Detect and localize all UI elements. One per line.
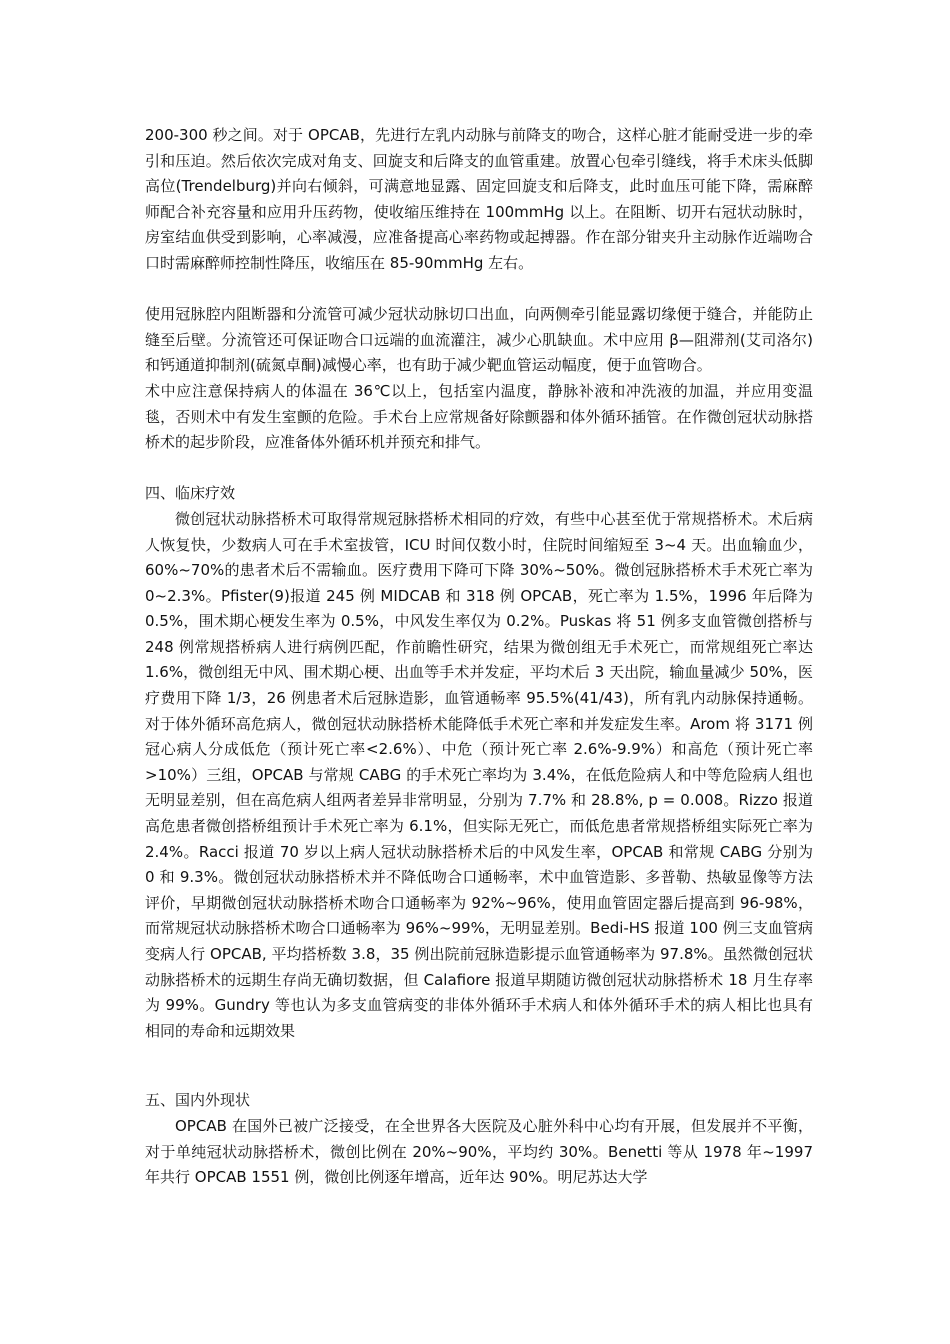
paragraph-gap xyxy=(145,456,813,482)
paragraph-clinical-outcomes: 微创冠状动脉搭桥术可取得常规冠脉搭桥术相同的疗效，有些中心甚至优于常规搭桥术。术后病人恢复快，少数病人可在手术室拔管，ICU 时间仅数小时，住院时间缩短至 3~4 天。出血输血少，60%~70%的患者术后不需输血。医疗费用下降可下降 30%~50%。微创冠脉搭桥术手术死亡率为 0~2.3%。Pfister(9)报道 245 例 MIDCAB 和 318 例 OPCAB，死亡率为 1.5%，1996 年后降为 0.5%，围术期心梗发生率为 0.5%，中风发生率仅为 0.2%。Puskas 将 51 例多支血管微创搭桥与 248 例常规搭桥病人进行病例匹配，作前瞻性研究，结果为微创组无手术死亡，而常规组死亡率达 1.6%，微创组无中风、围术期心梗、出血等手术并发症，平均术后 3 天出院，输血量减少 50%，医疗费用下降 1/3，26 例患者术后冠脉造影，血管通畅率 95.5%(41/43)，所有乳内动脉保持通畅。对于体外循环高危病人，微创冠状动脉搭桥术能降低手术死亡率和并发症发生率。Arom 将 3171 例冠心病人分成低危（预计死亡率<2.6%）、中危（预计死亡率 2.6%-9.9%）和高危（预计死亡率>10%）三组，OPCAB 与常规 CABG 的手术死亡率均为 3.4%，在低危险病人和中等危险病人组也无明显差别，但在高危病人组两者差异非常明显，分别为 7.7% 和 28.8%, p = 0.008。Rizzo 报道高危患者微创搭桥组预计手术死亡率为 6.1%，但实际无死亡，而低危患者常规搭桥组实际死亡率为 2.4%。Racci 报道 70 岁以上病人冠状动脉搭桥术后的中风发生率，OPCAB 和常规 CABG 分别为 0 和 9.3%。微创冠状动脉搭桥术并不降低吻合口通畅率，术中血管造影、多普勒、热敏显像等方法评价，早期微创冠状动脉搭桥术吻合口通畅率为 92%~96%，使用血管固定器后提高到 96-98%，而常规冠状动脉搭桥术吻合口通畅率为 96%~99%，无明显差别。Bedi-HS 报道 100 例三支血管病变病人行 OPCAB, 平均搭桥数 3.8，35 例出院前冠脉造影提示血管通畅率为 97.8%。虽然微创冠状动脉搭桥术的远期生存尚无确切数据，但 Calafiore 报道早期随访微创冠状动脉搭桥术 18 月生存率为 99%。Gundry 等也认为多支血管病变的非体外循环手术病人和体外循环手术的病人相比也具有相同的寿命和远期效果 xyxy=(145,509,813,1040)
section-gap xyxy=(145,1044,813,1088)
section-heading-current-status: 五、国内外现状 xyxy=(145,1091,251,1110)
paragraph-anesthesia-management: 200-300 秒之间。对于 OPCAB，先进行左乳内动脉与前降支的吻合，这样心脏才能耐受进一步的牵引和压迫。然后依次完成对角支、回旋支和后降支的血管重建。放置心包牵引缝线，将手术床头低脚高位(Trendelburg)并向右倾斜，可满意地显露、固定回旋支和后降支，此时血压可能下降，需麻醉师配合补充容量和应用升压药物，使收缩压维持在 100mmHg 以上。在阻断、切开右冠状动脉时，房室结血供受到影响，心率减漫，应准备提高心率药物或起搏器。作在部分钳夹升主动脉作近端吻合口时需麻醉师控制性降压，收缩压在 85-90mmHg 左右。 xyxy=(145,126,813,272)
paragraph-current-status: OPCAB 在国外已被广泛接受，在全世界各大医院及心脏外科中心均有开展，但发展并不平衡，对于单纯冠状动脉搭桥术，微创比例在 20%~90%，平均约 30%。Benetti 等从 1978 年~1997 年共行 OPCAB 1551 例，微创比例逐年增高，近年达 90%。明尼苏达大学 xyxy=(145,1116,813,1187)
paragraph-gap xyxy=(145,277,813,303)
section-heading-clinical-outcomes: 四、临床疗效 xyxy=(145,484,236,503)
document-page xyxy=(145,123,813,1191)
paragraph-coronary-occluder: 使用冠脉腔内阻断器和分流管可减少冠状动脉切口出血，向两侧牵引能显露切缘便于缝合，并能防止缝至后壁。分流管还可保证吻合口远端的血流灌注，减少心肌缺血。术中应用 β—阻滞剂(艾司洛尔)和钙通道抑制剂(硫氮卓酮)减慢心率，也有助于减少靶血管运动幅度，便于血管吻合。 xyxy=(145,305,813,375)
paragraph-body-temperature: 术中应注意保持病人的体温在 36℃以上，包括室内温度，静脉补液和冲洗液的加温，并应用变温毯，否则术中有发生室颤的危险。手术台上应常规备好除颤器和体外循环插管。在作微创冠状动脉搭桥术的起步阶段，应准备体外循环机并预充和排气。 xyxy=(145,381,813,452)
